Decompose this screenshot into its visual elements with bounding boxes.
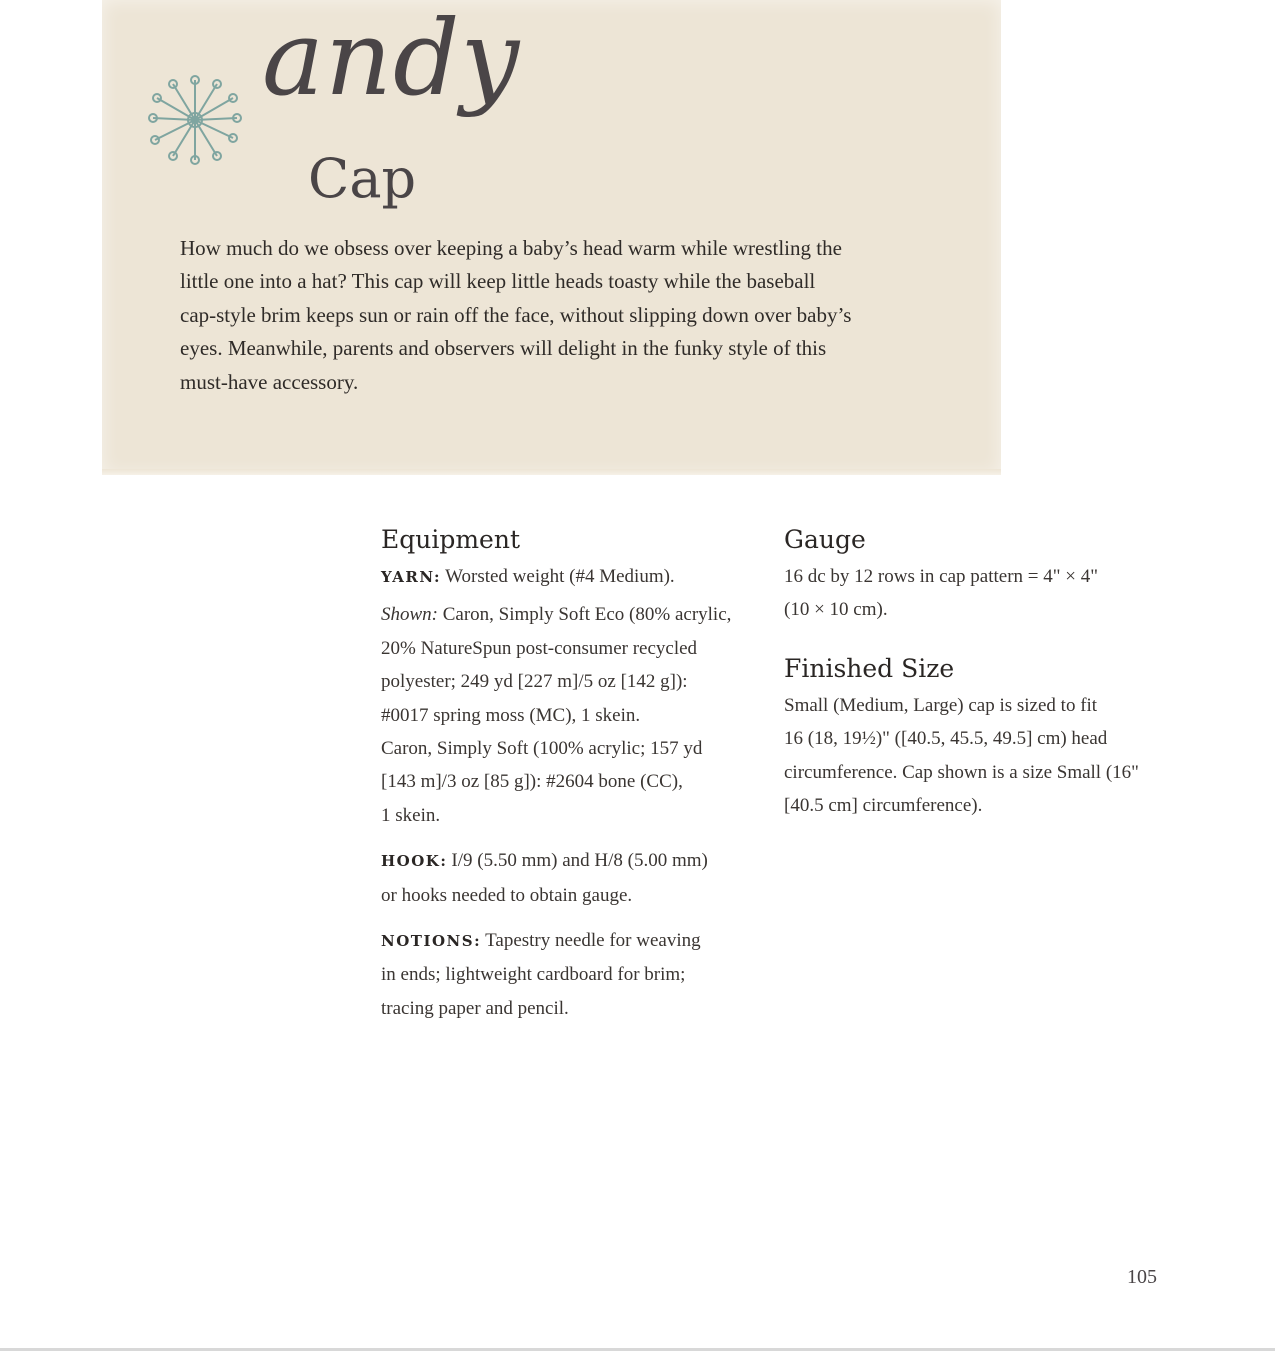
gauge-line: 16 dc by 12 rows in cap pattern = 4" × 4" bbox=[784, 566, 1098, 587]
finished-size-line: circumference. Cap shown is a size Small (16" bbox=[784, 761, 1139, 783]
flower-icon bbox=[147, 74, 243, 166]
intro-line: little one into a hat? This cap will keep little heads toasty while the baseball bbox=[180, 269, 816, 294]
hook-block bbox=[381, 844, 751, 912]
finished-size-heading: Finished Size bbox=[784, 653, 955, 683]
page-title: andy bbox=[262, 0, 521, 119]
intro-line: How much do we obsess over keeping a baby’s head warm while wrestling the bbox=[180, 236, 842, 260]
yarn-line: [143 m]/3 oz [85 g]): #2604 bone (CC), bbox=[381, 771, 683, 793]
intro-line: eyes. Meanwhile, parents and observers will delight in the funky style of this bbox=[180, 336, 827, 361]
page-number: 105 bbox=[1127, 1266, 1157, 1288]
shown-first-line: Caron, Simply Soft Eco (80% acrylic, bbox=[442, 604, 732, 626]
yarn-label: YARN: bbox=[381, 568, 442, 586]
equipment-column bbox=[381, 522, 751, 1037]
finished-size-line: 16 (18, 19½)" ([40.5, 45.5, 49.5] cm) head bbox=[784, 728, 1108, 750]
finished-size-line: Small (Medium, Large) cap is sized to fit bbox=[784, 694, 1098, 716]
finished-size-line: [40.5 cm] circumference). bbox=[784, 795, 983, 817]
intro-line: must-have accessory. bbox=[180, 369, 359, 394]
gauge-line: (10 × 10 cm). bbox=[784, 599, 888, 621]
shown-label: Shown: bbox=[381, 604, 438, 626]
hook-first-line: I/9 (5.50 mm) and H/8 (5.00 mm) bbox=[451, 850, 708, 872]
intro-paragraph bbox=[180, 232, 910, 399]
yarn-first-line: Worsted weight (#4 Medium). bbox=[445, 566, 675, 587]
notions-line: tracing paper and pencil. bbox=[381, 997, 569, 1019]
yarn-line: 20% NatureSpun post-consumer recycled bbox=[381, 637, 698, 659]
equipment-heading: Equipment bbox=[381, 525, 521, 554]
notions-label: NOTIONS: bbox=[381, 932, 482, 951]
gauge-heading: Gauge bbox=[784, 525, 866, 554]
bottom-rule bbox=[0, 1348, 1275, 1351]
notions-first-line: Tapestry needle for weaving bbox=[485, 930, 701, 952]
notions-line: in ends; lightweight cardboard for brim; bbox=[381, 964, 686, 986]
yarn-line: #0017 spring moss (MC), 1 skein. bbox=[381, 704, 641, 726]
yarn-line: polyester; 249 yd [227 m]/5 oz [142 g]): bbox=[381, 671, 688, 693]
gauge-size-column bbox=[784, 522, 1174, 822]
hook-line: or hooks needed to obtain gauge. bbox=[381, 884, 633, 906]
yarn-line: Caron, Simply Soft (100% acrylic; 157 yd bbox=[381, 738, 703, 760]
page-subtitle: Cap bbox=[308, 147, 417, 210]
yarn-line: 1 skein. bbox=[381, 804, 441, 826]
notions-block bbox=[381, 924, 751, 1025]
hook-label: HOOK: bbox=[381, 852, 448, 871]
intro-line: cap-style brim keeps sun or rain off the face, without slipping down over baby’s bbox=[180, 302, 852, 327]
yarn-block bbox=[381, 560, 751, 832]
